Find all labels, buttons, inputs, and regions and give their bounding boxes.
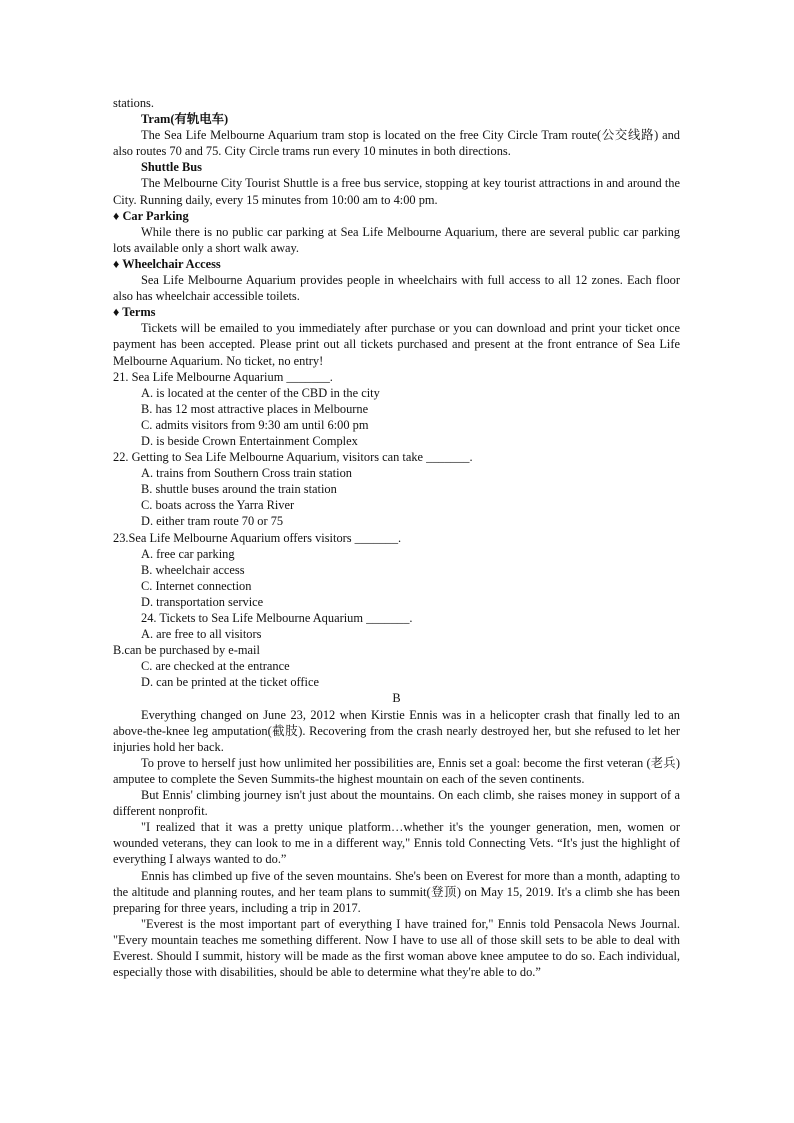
question-21-option-a: A. is located at the center of the CBD in the city	[141, 385, 380, 400]
wheelchair-heading: ♦ Wheelchair Access	[113, 256, 221, 271]
question-23-option-c: C. Internet connection	[141, 578, 252, 593]
diamond-bullet-icon: ♦	[113, 208, 120, 223]
question-24-option-a: A. are free to all visitors	[141, 627, 262, 642]
passage-b-paragraph: Everything changed on June 23, 2012 when Kirstie Ennis was in a helicopter crash that finally led to an above-the-knee leg amputation(截肢). Recovering from the crash nearly destroyed her, but she refused to let her injuries hold her back.	[113, 707, 680, 754]
passage-b-paragraph: To prove to herself just how unlimited her possibilities are, Ennis set a goal: become the first veteran (老兵) amputee to complete the Seven Summits-the highest mountain on each of the seven continents.	[113, 755, 680, 786]
question-23-option-d: D. transportation service	[141, 594, 264, 609]
car-parking-text: While there is no public car parking at Sea Life Melbourne Aquarium, there are several public car parking lots available only a short walk away.	[113, 224, 680, 255]
diamond-bullet-icon: ♦	[113, 305, 120, 320]
question-22-option-d: D. either tram route 70 or 75	[141, 514, 284, 529]
passage-b-paragraph: Ennis has climbed up five of the seven mountains. She's been on Everest for more than a month, adapting to the altitude and planning routes, and her team plans to summit(登顶) on May 15, 2019. It's a climb she has been preparing for three years, including a trip in 2017.	[113, 868, 680, 915]
question-23-option-b: B. wheelchair access	[141, 562, 245, 577]
intro-tail: stations.	[113, 96, 154, 110]
shuttle-text: The Melbourne City Tourist Shuttle is a free bus service, stopping at key tourist attractions in and around the City. Running daily, every 15 minutes from 10:00 am to 4:00 pm.	[113, 176, 680, 207]
terms-text: Tickets will be emailed to you immediately after purchase or you can download and print your ticket once payment has been accepted. Please print out all tickets purchased and present at the front entrance of Sea Life Melbourne Aquarium. No ticket, no entry!	[113, 321, 680, 368]
question-23-stem: 23.Sea Life Melbourne Aquarium offers visitors _______.	[113, 530, 402, 545]
tram-heading: Tram(有轨电车)	[141, 112, 229, 127]
document-page	[113, 95, 680, 980]
question-24-option-b: B.can be purchased by e-mail	[113, 643, 260, 658]
question-22-option-b: B. shuttle buses around the train station	[141, 482, 337, 497]
diamond-bullet-icon: ♦	[113, 256, 120, 271]
section-b-label: B	[392, 691, 401, 706]
shuttle-heading: Shuttle Bus	[141, 160, 202, 175]
passage-b-paragraph: "I realized that it was a pretty unique platform…whether it's the younger generation, men, women or wounded veterans, they can look to me in a different way," Ennis told Connecting Vets. “It's just the highlight of everything I always wanted to do.”	[113, 820, 680, 867]
tram-text: The Sea Life Melbourne Aquarium tram stop is located on the free City Circle Tram route(公交线路) and also routes 70 and 75. City Circle trams run every 10 minutes in both directions.	[113, 128, 680, 159]
question-24-stem: 24. Tickets to Sea Life Melbourne Aquarium _______.	[141, 611, 413, 625]
question-24-option-c: C. are checked at the entrance	[141, 659, 290, 674]
passage-b-paragraph: But Ennis' climbing journey isn't just about the mountains. On each climb, she raises money in support of a different nonprofit.	[113, 788, 680, 819]
terms-heading: ♦ Terms	[113, 305, 156, 320]
question-21-option-d: D. is beside Crown Entertainment Complex	[141, 433, 358, 448]
question-21-stem: 21. Sea Life Melbourne Aquarium _______.	[113, 369, 333, 384]
car-parking-heading: ♦ Car Parking	[113, 208, 189, 223]
question-22-option-c: C. boats across the Yarra River	[141, 498, 295, 513]
question-22-stem: 22. Getting to Sea Life Melbourne Aquarium, visitors can take _______.	[113, 450, 473, 465]
passage-b-paragraph: "Everest is the most important part of everything I have trained for," Ennis told Pensacola News Journal. "Every mountain teaches me something different. Now I have to use all of those skill sets to be able to deal with Everest. Should I summit, history will be made as the first woman above knee amputee to do so. Each individual, especially those with disabilities, should be able to determine what they're able to do.”	[113, 916, 680, 980]
wheelchair-text: Sea Life Melbourne Aquarium provides people in wheelchairs with full access to all 12 zones. Each floor also has wheelchair accessible toilets.	[113, 273, 680, 304]
question-23-option-a: A. free car parking	[141, 546, 235, 561]
question-21-option-b: B. has 12 most attractive places in Melbourne	[141, 401, 369, 416]
question-22-option-a: A. trains from Southern Cross train station	[141, 466, 352, 481]
question-21-option-c: C. admits visitors from 9:30 am until 6:00 pm	[141, 417, 369, 432]
question-24-option-d: D. can be printed at the ticket office	[141, 675, 319, 690]
